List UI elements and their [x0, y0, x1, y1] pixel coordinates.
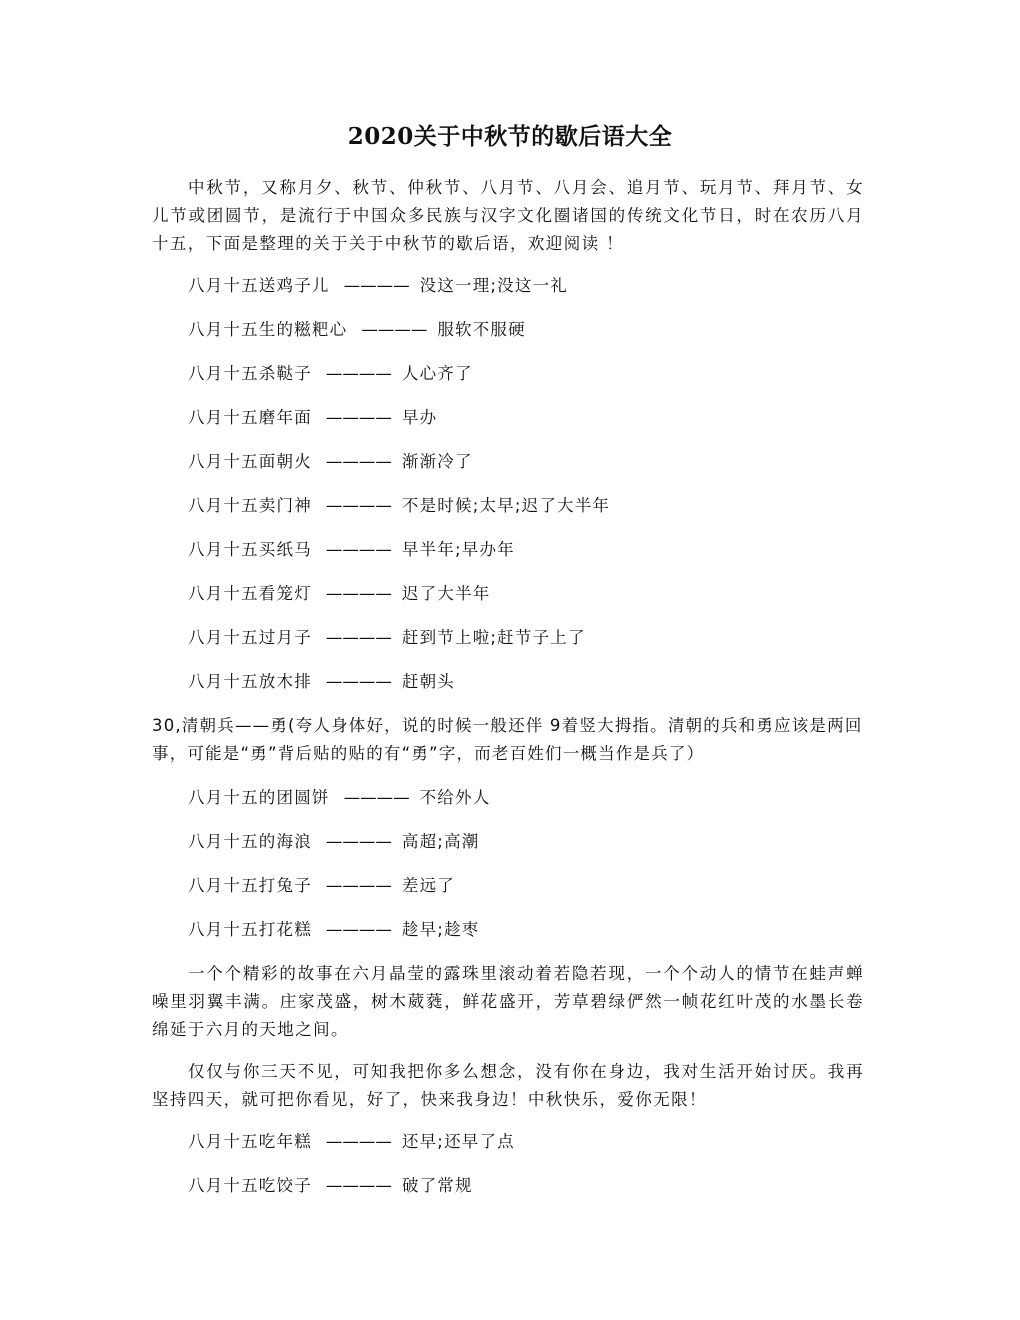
- page-title: 2020关于中秋节的歇后语大全: [347, 123, 673, 150]
- saying-answer: 早半年;早办年: [401, 540, 515, 559]
- saying-line: [188, 494, 848, 518]
- saying-dash: ————: [325, 832, 392, 851]
- saying-dash: ————: [325, 1176, 392, 1195]
- saying-line: [188, 274, 848, 298]
- saying-answer: 迟了大半年: [401, 584, 491, 603]
- saying-phrase: 八月十五过月子: [188, 628, 312, 647]
- saying-line: [188, 786, 848, 810]
- saying-answer: 人心齐了: [401, 364, 473, 383]
- saying-answer: 破了常规: [401, 1176, 473, 1195]
- saying-phrase: 八月十五看笼灯: [188, 584, 312, 603]
- saying-dash: ————: [325, 628, 392, 647]
- saying-line: [188, 450, 848, 474]
- saying-line: [188, 362, 848, 386]
- saying-answer: 赶到节上啦;赶节子上了: [401, 628, 586, 647]
- saying-answer: 渐渐冷了: [401, 452, 473, 471]
- saying-answer: 赶朝头: [401, 672, 456, 691]
- saying-answer: 差远了: [401, 876, 456, 895]
- saying-answer: 没这一理;没这一礼: [419, 276, 568, 295]
- saying-answer: 早办: [401, 408, 438, 427]
- saying-line: [188, 670, 848, 694]
- saying-dash: ————: [343, 276, 410, 295]
- saying-answer: 不给外人: [419, 788, 491, 807]
- saying-dash: ————: [325, 876, 392, 895]
- saying-line: [188, 582, 848, 606]
- saying-dash: ————: [325, 584, 392, 603]
- saying-phrase: 八月十五生的糍粑心: [188, 320, 348, 339]
- note-paragraph: 30,清朝兵——勇(夸人身体好，说的时候一般还伴 9着竖大拇指。清朝的兵和勇应该是两回事，可能是“勇”背后贴的贴的有“勇”字，而老百姓们一概当作是兵了）: [152, 716, 863, 763]
- saying-line: [188, 1174, 848, 1198]
- saying-phrase: 八月十五杀鞑子: [188, 364, 312, 383]
- saying-dash: ————: [325, 496, 392, 515]
- saying-phrase: 八月十五卖门神: [188, 496, 312, 515]
- saying-phrase: 八月十五打兔子: [188, 876, 312, 895]
- saying-dash: ————: [325, 540, 392, 559]
- saying-line: [188, 874, 848, 898]
- saying-dash: ————: [325, 1132, 392, 1151]
- saying-phrase: 八月十五打花糕: [188, 920, 312, 939]
- saying-dash: ————: [325, 672, 392, 691]
- saying-phrase: 八月十五吃年糕: [188, 1132, 312, 1151]
- saying-phrase: 八月十五的团圆饼: [188, 788, 330, 807]
- saying-answer: 还早;还早了点: [401, 1132, 515, 1151]
- saying-answer: 服软不服硬: [437, 320, 526, 339]
- saying-dash: ————: [325, 920, 392, 939]
- saying-dash: ————: [325, 364, 392, 383]
- saying-line: [188, 318, 848, 342]
- story-paragraph: 一个个精彩的故事在六月晶莹的露珠里滚动着若隐若现，一个个动人的情节在蛙声蝉噪里羽翼丰满。庄家茂盛，树木葳蕤，鲜花盛开，芳草碧绿俨然一帧花红叶茂的水墨长卷绵延于六月的天地之间。: [152, 964, 864, 1039]
- saying-dash: ————: [343, 788, 410, 807]
- saying-phrase: 八月十五吃饺子: [188, 1176, 312, 1195]
- saying-dash: ————: [325, 452, 392, 471]
- saying-phrase: 八月十五磨年面: [188, 408, 312, 427]
- saying-line: [188, 626, 848, 650]
- saying-answer: 高超;高潮: [401, 832, 480, 851]
- saying-phrase: 八月十五面朝火: [188, 452, 312, 471]
- saying-line: [188, 1130, 848, 1154]
- saying-phrase: 八月十五买纸马: [188, 540, 312, 559]
- intro-paragraph: 中秋节，又称月夕、秋节、仲秋节、八月节、八月会、追月节、玩月节、拜月节、女儿节或团圆节，是流行于中国众多民族与汉字文化圈诸国的传统文化节日，时在农历八月十五，下面是整理的关于关于中秋节的歇后语，欢迎阅读 ！: [152, 178, 864, 253]
- saying-line: [188, 918, 848, 942]
- saying-line: [188, 406, 848, 430]
- saying-dash: ————: [361, 320, 428, 339]
- saying-phrase: 八月十五放木排: [188, 672, 312, 691]
- saying-line: [188, 830, 848, 854]
- saying-answer: 趁早;趁枣: [401, 920, 480, 939]
- saying-phrase: 八月十五送鸡子儿: [188, 276, 330, 295]
- saying-phrase: 八月十五的海浪: [188, 832, 312, 851]
- saying-line: [188, 538, 848, 562]
- saying-dash: ————: [325, 408, 392, 427]
- saying-answer: 不是时候;太早;迟了大半年: [401, 496, 611, 515]
- message-paragraph: 仅仅与你三天不见，可知我把你多么想念，没有你在身边，我对生活开始讨厌。我再坚持四天，就可把你看见，好了，快来我身边！中秋快乐，爱你无限！: [152, 1062, 864, 1109]
